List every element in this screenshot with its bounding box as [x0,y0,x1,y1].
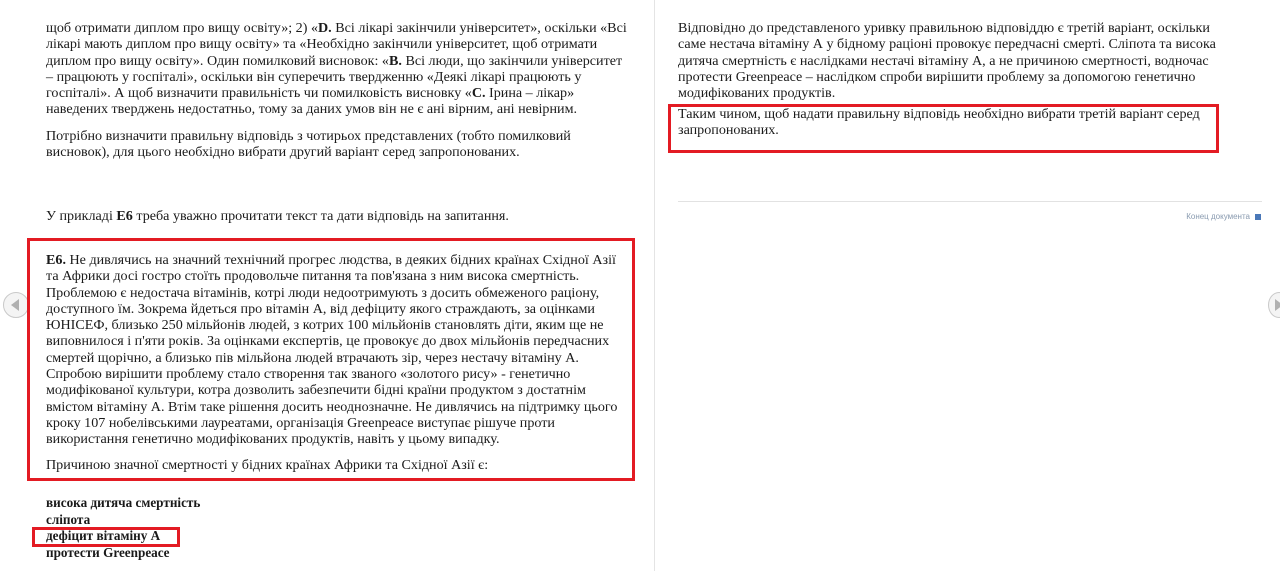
answer-option-2[interactable]: сліпота [46,511,91,527]
explanation-paragraph: Відповідно до представленого уривку правильною відповіддю є третій варіант, оскільки саме нестача вітаміну А у бідному раціоні провокує передчасні смерті. Сліпота та висока дитяча смертність є наслідками нестачі вітаміну А, а не причиною смертності, водночас протести Greenpeace – наслідком спроби вирішити проблему за допомогою генетично модифікованих продуктів. [678,20,1216,102]
answer-option-4[interactable]: протести Greenpeace [46,544,170,560]
next-page-button[interactable] [1268,292,1280,318]
prev-page-button[interactable] [3,292,29,318]
intro-text-1: щоб отримати диплом про вищу освіту»; 2) « [46,20,318,36]
intro-text-4: Ірина – лікар» наведених тверджень недостатньо, тому за даних умов він не є ані вірним, ані невірним. [46,85,578,118]
example-id: Е6 [116,208,133,224]
example-intro [46,208,632,224]
chevron-right-icon [1275,299,1280,311]
conclusion-paragraph: Таким чином, щоб надати правильну відповідь необхідно вибрати третій варіант серед запропонованих. [678,106,1200,139]
intro-paragraph [46,20,632,118]
answer-paragraph: Потрібно визначити правильну відповідь з чотирьох представлених (тобто помилковий висновок), для цього необхідно вибрати другий варіант серед запропонованих. [46,128,571,161]
example-intro-text-2: треба уважно прочитати текст та дати відповідь на запитання. [132,208,509,224]
answer-list [46,495,346,561]
document-end-rule [678,201,1262,202]
intro-text-2: Всі лікарі закінчили університет», оскільки «Всі лікарі мають диплом про вищу освіту» та «Необхідно закінчили університет, щоб отримати диплом про вищу освіту». Один помилковий висновок: « [46,20,627,69]
option-d-label: D. [318,20,332,36]
example-intro-text-1: У прикладі [46,208,117,224]
end-marker-icon [1255,214,1261,220]
page-divider [654,0,655,571]
intro-text-3: Всі люди, що закінчили університет – працюють у госпіталі», оскільки він суперечить твердженню «Деякі лікарі працюють у госпіталі». А щоб визначити правильність чи помилковість висновку « [46,52,623,102]
option-b-label: B. [388,52,402,69]
answer-option-3[interactable]: дефіцит вітаміну А [46,528,161,543]
option-c-label: C. [471,85,486,102]
task-question: Причиною значної смертності у бідних країнах Африки та Східної Азії є: [46,457,489,473]
chevron-left-icon [11,299,19,311]
task-body: Не дивлячись на значний технічний прогрес людства, в деяких бідних країнах Східної Азії та Африки досі гостро стоїть продовольче питання та пов'язана з ним висока смертність. Проблемою є недостача вітамінів, котрі люди недоотримують з досить обмеженого раціону, доступного їм. Зокрема йдеться про вітамін А, від дефіциту якого страждають, за оцінками ЮНІСЕФ, близько 250 мільйонів людей, з котрих 100 мільйонів становлять діти, яким ще не виповнилося і п'яти років. За оцінками експертів, це провокує до двох мільйонів передчасних смертей щорічно, а близько пів мільйона людей втрачають зір, через нестачу вітаміну А. Спробою вирішити проблему стало створення так званого «золотого рису» - генетично модифікованої культури, котра дозволить забезпечити бідні країни продуктом з достатнім вмістом вітаміну А. Втім таке рішення досить неоднозначне. Не дивлячись на підтримку цього кроку 107 нобелівськими лауреатами, організація Greenpeace виступає рішуче проти використання генетично модифікованих продуктів, навіть у цьому випадку. [46,252,618,448]
answer-option-1[interactable]: висока дитяча смертність [46,495,201,510]
end-of-document-label: Конец документа [1186,212,1250,221]
task-label: Е6. [46,252,66,268]
task-text [46,252,630,448]
